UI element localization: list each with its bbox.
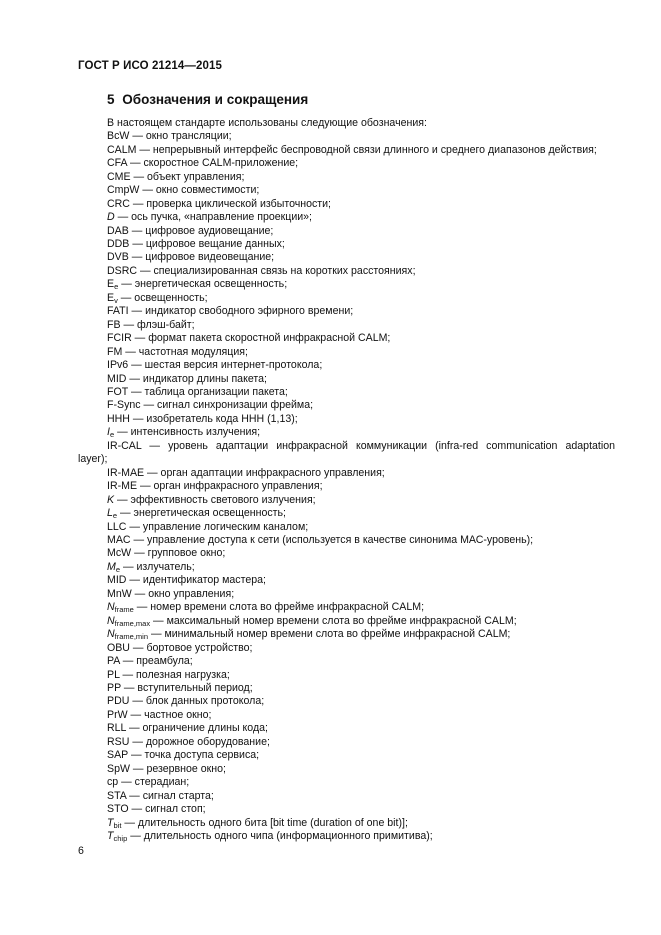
definition-item <box>107 211 615 224</box>
definition-text: — индикатор длины пакета; <box>126 372 267 385</box>
abbreviation-subscript: chip <box>113 833 128 843</box>
definition-text: — энергетическая освещенность; <box>118 278 288 291</box>
definition-text: — изобретатель кода HHH (1,13); <box>129 412 298 425</box>
definition-item <box>107 763 615 776</box>
abbreviation-symbol: BcW <box>107 130 130 143</box>
definition-text: — формат пакета скоростной инфракрасной CALM; <box>131 332 391 345</box>
definition-item <box>107 642 615 655</box>
definition-item <box>107 332 615 345</box>
definition-item <box>107 669 615 682</box>
definition-abbreviation <box>107 722 126 734</box>
abbreviation-subscript: frame <box>114 605 134 615</box>
abbreviation-symbol: L <box>107 507 113 520</box>
definition-abbreviation <box>107 763 130 775</box>
definition-abbreviation <box>107 373 126 385</box>
abbreviation-symbol: MID <box>107 574 127 587</box>
definition-text: — вступительный период; <box>120 681 253 694</box>
definition-abbreviation <box>107 386 128 398</box>
abbreviation-symbol: PDU <box>107 695 130 708</box>
definition-abbreviation <box>107 238 129 250</box>
definition-text: — блок данных протокола; <box>129 695 265 708</box>
definition-abbreviation <box>107 642 130 654</box>
definition-item <box>107 534 615 547</box>
definition-text: — стерадиан; <box>118 776 190 789</box>
definition-abbreviation <box>107 669 120 681</box>
abbreviation-subscript: e <box>109 430 115 440</box>
abbreviation-symbol: cp <box>107 776 119 789</box>
definition-abbreviation <box>107 615 150 627</box>
definition-item <box>107 494 615 507</box>
definition-text: — резервное окно; <box>129 762 226 775</box>
definition-item <box>107 305 615 318</box>
definition-abbreviation <box>107 251 129 263</box>
abbreviation-symbol: SpW <box>107 762 130 775</box>
abbreviation-symbol: CALM <box>107 143 137 156</box>
definition-abbreviation <box>107 157 127 169</box>
definition-text: — интенсивность излучения; <box>114 426 261 439</box>
definition-item <box>107 467 615 480</box>
abbreviation-symbol: IR-CAL <box>107 439 142 452</box>
definition-abbreviation <box>107 184 139 196</box>
abbreviation-symbol: F-Sync <box>107 399 141 412</box>
definition-item <box>107 736 615 749</box>
definition-abbreviation <box>107 278 118 290</box>
section-number: 5 <box>107 92 115 107</box>
definition-item <box>107 790 615 803</box>
definition-text: — проверка циклической избыточности; <box>129 197 332 210</box>
abbreviation-subscript: e <box>115 564 120 574</box>
definition-item <box>107 695 615 708</box>
abbreviation-symbol: E <box>107 278 115 291</box>
definition-abbreviation <box>107 830 127 842</box>
abbreviation-symbol: CME <box>107 170 131 183</box>
definition-text: — энергетическая освещенность; <box>117 507 286 520</box>
definition-abbreviation <box>107 628 148 640</box>
definition-text: — преамбула; <box>119 655 193 668</box>
definition-item <box>107 346 615 359</box>
definition-text: — непрерывный интерфейс беспроводной связи длинного и среднего диапазонов действия; <box>136 143 597 156</box>
definition-item <box>107 507 615 520</box>
definition-text: — ось пучка, «направление проекции»; <box>114 211 312 224</box>
abbreviation-symbol: E <box>107 291 115 304</box>
abbreviation-symbol: N <box>107 628 115 641</box>
definition-text: — цифровое видеовещание; <box>128 251 275 264</box>
definition-abbreviation <box>107 749 128 761</box>
abbreviation-symbol: I <box>107 426 110 439</box>
definition-text: — точка доступа сервиса; <box>128 749 260 762</box>
definition-text: — сигнал старта; <box>126 789 214 802</box>
definition-text: — управление логическим каналом; <box>126 520 309 533</box>
abbreviation-symbol: CRC <box>107 197 130 210</box>
definition-text: — номер времени слота во фрейме инфракрасной CALM; <box>133 601 425 614</box>
definition-text: — индикатор свободного эфирного времени; <box>128 305 354 318</box>
abbreviation-symbol: FOT <box>107 386 128 398</box>
definition-item <box>107 198 615 211</box>
section-title-text: Обозначения и сокращения <box>122 92 309 107</box>
definition-abbreviation <box>107 265 137 277</box>
definition-abbreviation <box>107 709 128 721</box>
definition-text: — цифровое аудиовещание; <box>128 224 274 237</box>
abbreviation-symbol: LLC <box>107 520 127 533</box>
abbreviation-symbol: FM <box>107 345 123 358</box>
definition-abbreviation <box>107 547 131 559</box>
definition-item <box>107 574 615 587</box>
definition-abbreviation <box>107 171 131 183</box>
definition-item <box>107 521 615 534</box>
definition-item <box>107 413 615 426</box>
definition-abbreviation <box>107 736 129 748</box>
abbreviation-symbol: IR-MAE <box>107 466 145 479</box>
definition-abbreviation <box>107 332 132 344</box>
abbreviation-symbol: CFA <box>107 157 128 170</box>
definition-abbreviation <box>107 790 126 802</box>
definition-text: — частное окно; <box>127 708 212 721</box>
definition-item <box>107 588 615 601</box>
definition-text: — шестая версия интернет-протокола; <box>128 359 323 372</box>
definition-item <box>107 615 615 628</box>
abbreviation-subscript: frame,min <box>114 632 148 642</box>
page-number: 6 <box>78 845 84 857</box>
abbreviation-symbol: MnW <box>107 587 132 600</box>
definition-text: — бортовое устройство; <box>129 641 253 654</box>
abbreviation-symbol: PrW <box>107 708 128 721</box>
definition-item <box>107 709 615 722</box>
definition-text: — объект управления; <box>130 170 245 183</box>
definition-text: — излучатель; <box>120 560 195 573</box>
definition-item <box>107 722 615 735</box>
abbreviation-symbol: MAC <box>107 533 131 546</box>
definition-item <box>107 171 615 184</box>
definition-item <box>107 184 615 197</box>
definition-abbreviation <box>107 655 120 667</box>
abbreviation-symbol: FATI <box>107 305 129 318</box>
definition-text: — флэш-байт; <box>120 318 195 331</box>
definition-item <box>107 440 615 453</box>
definition-text: — уровень адаптации инфракрасной коммуникации (infra-red communication adaptation <box>141 439 615 452</box>
definition-abbreviation <box>107 588 132 600</box>
definition-abbreviation <box>107 467 144 479</box>
definition-item <box>107 238 615 251</box>
definition-item <box>107 803 615 816</box>
definition-item <box>107 830 615 843</box>
definition-abbreviation <box>107 574 126 586</box>
abbreviation-symbol: DDB <box>107 238 130 251</box>
definition-abbreviation <box>107 682 121 694</box>
definition-abbreviation <box>107 817 121 829</box>
definition-abbreviation <box>107 561 120 573</box>
definition-text: — таблица организации пакета; <box>128 386 288 398</box>
abbreviation-symbol: N <box>107 614 115 627</box>
abbreviation-symbol: DSRC <box>107 264 138 277</box>
definition-item <box>107 157 615 170</box>
abbreviation-subscript: v <box>114 295 118 305</box>
definition-abbreviation <box>107 803 129 815</box>
definition-abbreviation <box>107 319 121 331</box>
definition-text: — сигнал синхронизации фрейма; <box>140 399 314 412</box>
abbreviation-symbol: McW <box>107 547 132 560</box>
definition-text: — максимальный номер времени слота во фрейме инфракрасной CALM; <box>150 614 517 627</box>
abbreviation-symbol: STA <box>107 789 127 802</box>
definition-text: — минимальный номер времени слота во фрейме инфракрасной CALM; <box>148 628 511 641</box>
definition-abbreviation <box>107 534 131 546</box>
abbreviation-symbol: OBU <box>107 641 130 654</box>
abbreviation-symbol: T <box>107 829 114 842</box>
definition-abbreviation <box>107 776 118 788</box>
definition-abbreviation <box>107 305 129 317</box>
abbreviation-symbol: MID <box>107 372 127 385</box>
abbreviation-symbol: PA <box>107 655 120 668</box>
definition-item <box>107 292 615 305</box>
definition-text: — управление доступа к сети (используется в качестве синонима МАС-уровень); <box>130 533 534 546</box>
definition-item <box>107 601 615 614</box>
definition-text: — освещенность; <box>117 291 208 304</box>
definition-abbreviation <box>107 346 122 358</box>
definition-abbreviation <box>107 130 129 142</box>
definition-abbreviation <box>107 198 130 210</box>
definition-text: — эффективность светового излучения; <box>114 493 316 506</box>
definition-item <box>107 144 615 157</box>
definition-item <box>107 426 615 439</box>
definition-item <box>107 399 615 412</box>
intro-paragraph: В настоящем стандарте использованы следующие обозначения: <box>107 117 427 129</box>
abbreviation-symbol: IPv6 <box>107 359 129 372</box>
abbreviation-symbol: IR-ME <box>107 480 138 493</box>
definition-item <box>107 817 615 830</box>
section-title <box>107 92 308 107</box>
definition-text: — скоростное CALM-приложение; <box>127 157 299 170</box>
definition-continuation: layer); <box>78 453 108 466</box>
abbreviation-symbol: CmpW <box>107 184 140 197</box>
abbreviation-subscript: e <box>112 511 118 521</box>
definition-abbreviation <box>107 144 136 156</box>
definition-text: — окно трансляции; <box>129 130 232 143</box>
definition-abbreviation <box>107 480 137 492</box>
definition-item <box>107 655 615 668</box>
definition-abbreviation <box>107 225 129 237</box>
definition-item <box>107 561 615 574</box>
definition-abbreviation <box>107 292 118 304</box>
definition-abbreviation <box>107 211 115 223</box>
definition-text: — ограничение длины кода; <box>126 722 268 735</box>
definition-item <box>107 628 615 641</box>
abbreviation-symbol: T <box>107 816 114 829</box>
abbreviation-symbol: RLL <box>107 722 127 735</box>
definition-abbreviation <box>107 399 141 411</box>
definition-item <box>107 265 615 278</box>
definitions-list <box>78 130 615 843</box>
abbreviation-symbol: D <box>107 211 115 224</box>
document-header: ГОСТ Р ИСО 21214—2015 <box>78 60 223 72</box>
definition-item <box>107 682 615 695</box>
definition-abbreviation <box>107 695 129 707</box>
definition-item <box>107 359 615 372</box>
definition-item <box>107 480 615 493</box>
definition-text: — орган адаптации инфракрасного управления; <box>144 466 385 479</box>
abbreviation-subscript: e <box>114 282 119 292</box>
definition-text: — окно управления; <box>131 587 235 600</box>
definition-text: — полезная нагрузка; <box>119 668 230 681</box>
definition-item <box>107 547 615 560</box>
definition-text: — дорожное оборудование; <box>129 735 270 748</box>
definition-item <box>107 373 615 386</box>
definition-text: — окно совместимости; <box>139 184 260 197</box>
abbreviation-symbol: N <box>107 601 115 614</box>
abbreviation-symbol: STO <box>107 803 129 816</box>
abbreviation-symbol: FB <box>107 318 121 331</box>
definition-text: — длительность одного бита [bit time (duration of one bit)]; <box>121 816 408 829</box>
abbreviation-symbol: PL <box>107 668 120 681</box>
abbreviation-symbol: M <box>107 560 116 573</box>
definition-abbreviation <box>107 507 117 519</box>
definition-item <box>107 386 615 399</box>
definition-abbreviation <box>107 521 126 533</box>
definition-item <box>107 749 615 762</box>
definition-text: — сигнал стоп; <box>128 803 206 816</box>
definition-text: — частотная модуляция; <box>122 345 248 358</box>
definition-text: — орган инфракрасного управления; <box>137 480 323 493</box>
definition-text: — цифровое вещание данных; <box>129 238 285 251</box>
abbreviation-symbol: SAP <box>107 749 129 762</box>
definition-text: — специализированная связь на коротких расстояниях; <box>137 264 416 277</box>
abbreviation-symbol: DAB <box>107 224 129 237</box>
definition-abbreviation <box>107 413 130 425</box>
definition-item <box>107 319 615 332</box>
definition-item <box>107 278 615 291</box>
abbreviation-subscript: bit <box>113 820 122 830</box>
abbreviation-subscript: frame,max <box>114 618 151 628</box>
definition-text: — идентификатор мастера; <box>126 574 266 587</box>
definition-abbreviation <box>107 601 134 613</box>
definition-abbreviation <box>107 359 128 371</box>
definition-item <box>107 225 615 238</box>
abbreviation-symbol: RSU <box>107 735 130 748</box>
definition-item <box>107 776 615 789</box>
abbreviation-symbol: FCIR <box>107 332 132 345</box>
definition-item <box>107 251 615 264</box>
abbreviation-symbol: K <box>107 493 115 506</box>
definition-text: — длительность одного чипа (информационного примитива); <box>127 829 433 842</box>
definition-text: — групповое окно; <box>131 547 226 560</box>
abbreviation-symbol: HHH <box>107 412 130 425</box>
definition-item <box>107 130 615 143</box>
abbreviation-symbol: DVB <box>107 251 129 264</box>
abbreviation-symbol: PP <box>107 681 121 694</box>
definition-abbreviation <box>107 440 141 452</box>
